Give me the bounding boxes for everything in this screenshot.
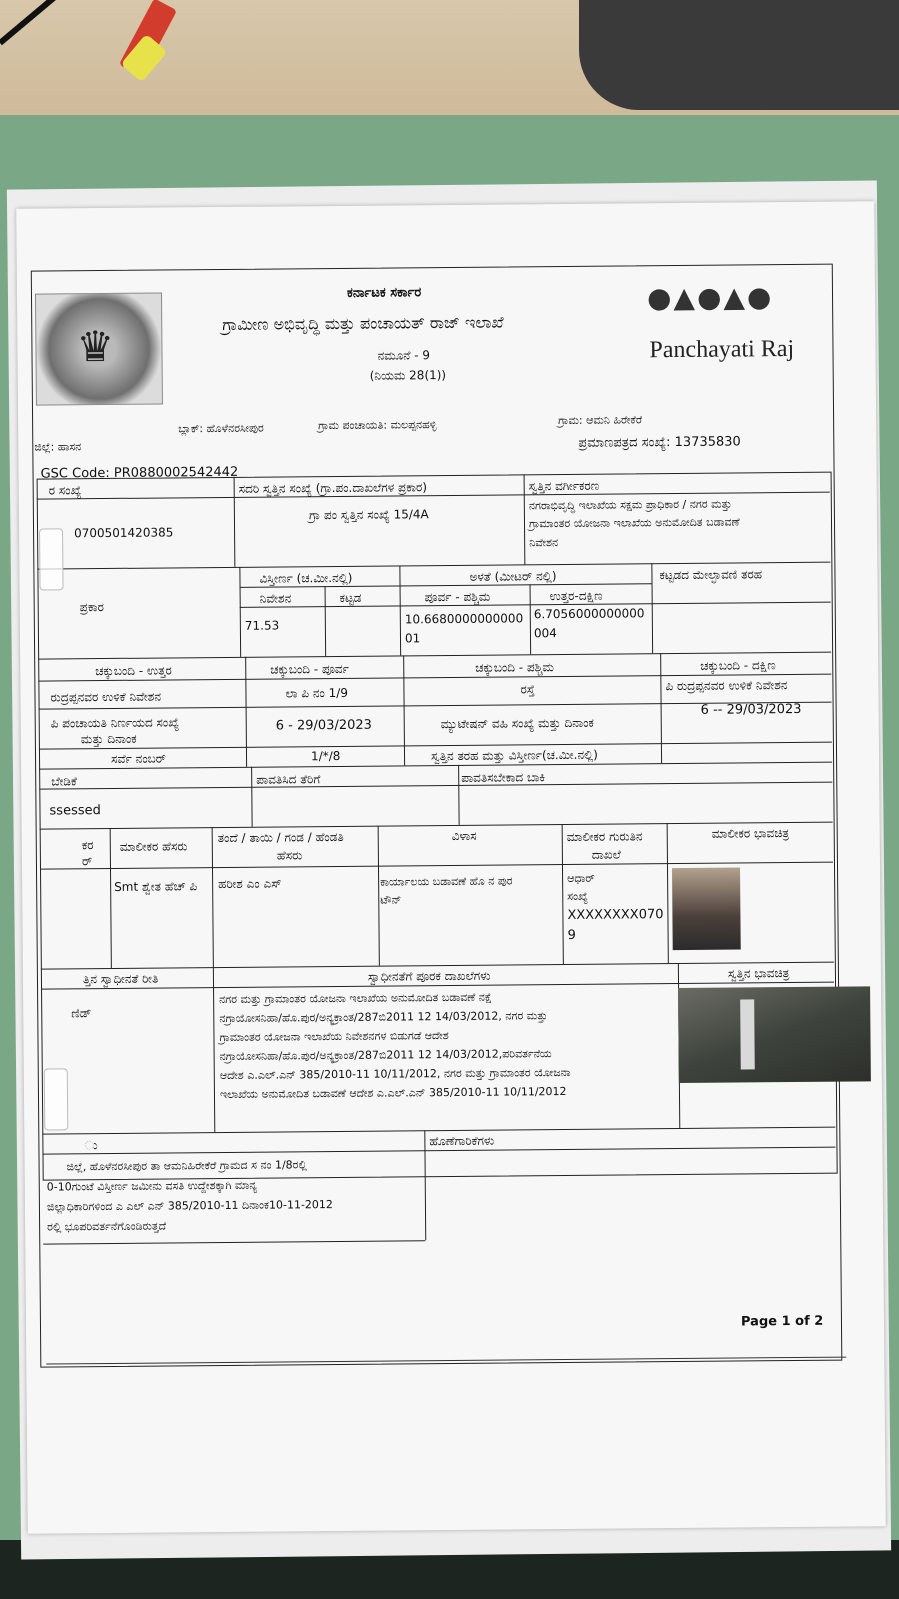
possession-doc-line-2: ನಗ್ರಾಯೋಸನಿಹಾ/ಹೊ.ಪುರ/ಅನ್ಯಕ್ರಾಂತ/287ಬಿ2011 12 14/03/2012, ನಗರ ಮತ್ತು — [219, 1009, 548, 1026]
boundary-south-header: ಚಕ್ಕುಬಂದಿ - ದಕ್ಷಿಣ — [700, 658, 776, 673]
gsc-code: GSC Code: PR0880002542442 — [40, 464, 239, 482]
owner-name-header: ಮಾಲೀಕರ ಹೆಸರು — [119, 839, 188, 854]
resolution-value: 6 - 29/03/2023 — [275, 717, 372, 734]
address-header: ವಿಳಾಸ — [451, 828, 477, 843]
survey-value: 1/*/8 — [310, 748, 341, 764]
mutation-header: ಮ್ಯುಟೇಷನ್ ವಹಿ ಸಂಖ್ಯೆ ಮತ್ತು ದಿನಾಂಕ — [440, 715, 594, 732]
id-number-1: XXXXXXXX070 — [567, 907, 664, 923]
possession-mode-value: ಣಿಡ್ — [71, 1006, 92, 1021]
boundary-south-value: ಪಿ ರುದ್ರಪ್ಪನವರ ಉಳಿಕೆ ನಿವೇಶನ — [665, 678, 788, 694]
possession-doc-line-3: ಗ್ರಾಮಾಂತರ ಯೋಜನಾ ಇಲಾಖೆಯ ನಿವೇಶನಗಳ ಬಿಡುಗಡೆ ಆದೇಶ — [219, 1029, 449, 1045]
building-header: ಕಟ್ಟಡ — [339, 590, 362, 605]
north-south-value-2: 004 — [533, 626, 557, 641]
north-south-header: ಉತ್ತರ-ದಕ್ಷಿಣ — [549, 588, 603, 604]
boundary-east-header: ಚಕ್ಕುಬಂದಿ - ಪೂರ್ವ — [270, 661, 349, 677]
property-type-header: ಸ್ವತ್ತಿನ ತರಹ ಮತ್ತು ವಿಸ್ತೀರ್ಣ(ಚ.ಮೀ.ನಲ್ಲಿ) — [430, 747, 598, 764]
asset-number-header: ಸದರಿ ಸ್ವತ್ತಿನ ಸಂಖ್ಯೆ (ಗ್ರಾ.ಪಂ.ದಾಖಲೆಗಳ ಪ್ರಕಾರ) — [238, 480, 428, 496]
type-header: ಪ್ರಕಾರ — [79, 600, 104, 615]
remarks-line-4: ರಲ್ಲಿ ಭೂಪರಿವರ್ತನೆಗೊಂಡಿರುತ್ತದೆ — [47, 1219, 167, 1234]
id-number-2: 9 — [567, 927, 576, 943]
site-header: ನಿವೇಶನ — [259, 591, 292, 606]
property-photo — [678, 986, 871, 1083]
boundary-north-header: ಚಕ್ಕುಬಂದಿ - ಉತ್ತರ — [95, 663, 172, 679]
form-number: ನಮೂನೆ - 9 — [377, 348, 431, 363]
gp-label: ಗ್ರಾಮ ಪಂಚಾಯತಿ: ಮಲಪ್ಪನಹಳ್ಳಿ — [318, 418, 437, 433]
id-type-1: ಆಧಾರ್ — [567, 871, 595, 885]
page-number: Page 1 of 2 — [740, 1313, 824, 1330]
possession-mode-header: ತ್ತಿನ ಸ್ವಾಧೀನತೆ ರೀತಿ — [82, 971, 159, 987]
dark-object — [579, 0, 899, 110]
id-type-2: ಸಂಖ್ಯೆ — [567, 889, 589, 903]
mutation-value: 6 -- 29/03/2023 — [700, 701, 802, 718]
block-label: ಬ್ಲಾಕ್: ಹೊಳೆನರಸೀಪುರ — [178, 421, 264, 436]
east-west-header: ಪೂರ್ವ - ಪಶ್ಚಿಮ — [424, 589, 491, 605]
possession-docs-header: ಸ್ವಾಧೀನತೆಗೆ ಪೂರಕ ದಾಖಲೆಗಳು — [367, 968, 491, 984]
classification-value-1: ನಗರಾಭಿವೃದ್ಧಿ ಇಲಾಖೆಯ ಸಕ್ಷಮ ಪ್ರಾಧಿಕಾರ / ನಗರ ಮತ್ತು — [528, 497, 732, 513]
classification-header: ಸ್ವತ್ತಿನ ವರ್ಗೀಕರಣ — [528, 478, 600, 494]
liabilities-header: ಹೊಣೆಗಾರಿಕೆಗಳು — [429, 1133, 495, 1149]
dept-title: ಗ್ರಾಮೀಣ ಅಭಿವೃದ್ಧಿ ಮತ್ತು ಪಂಚಾಯತ್ ರಾಜ್ ಇಲಾಖೆ — [222, 312, 504, 334]
remarks-header: ು — [84, 1138, 98, 1153]
gov-title: ಕರ್ನಾಟಕ ಸರ್ಕಾರ — [346, 285, 422, 301]
id-doc-header-1: ಮಾಲೀಕರ ಗುರುತಿನ — [566, 829, 643, 844]
binder-strip — [44, 1068, 69, 1130]
relation-name-value: ಹರೀಶ ಎಂ ಎಸ್ — [218, 876, 282, 892]
id-value: 0700501420385 — [74, 525, 174, 541]
address-value-2: ಟೌನ್ — [380, 893, 402, 907]
remarks-line-2: 0-10ಗುಂಟೆ ವಿಸ್ತೀರ್ಣ ಜಮೀನು ವಸತಿ ಉದ್ದೇಶಕ್ಕಾಗಿ ಮಾನ್ಯ — [46, 1178, 258, 1194]
boundary-north-value: ರುದ್ರಪ್ಪನವರ ಉಳಿಕೆ ನಿವೇಶನ — [50, 689, 162, 705]
assessed-status: ssessed — [49, 803, 101, 819]
resolution-header-2: ಮತ್ತು ದಿನಾಂಕ — [80, 731, 137, 747]
brand-name: Panchayati Raj — [649, 335, 795, 364]
boundary-east-value: ಲಾ ಪಿ ನಂ 1/9 — [285, 685, 348, 701]
possession-doc-line-1: ನಗರ ಮತ್ತು ಗ್ರಾಮಾಂತರ ಯೋಜನಾ ಇಲಾಖೆಯ ಅನುಮೋದಿತ ಬಡಾವಣೆ ನಕ್ಷೆ — [219, 990, 493, 1007]
possession-doc-line-6: ಇಲಾಖೆಯ ಅನುಮೋದಿತ ಬಡಾವಣೆ ಆದೇಶ ಎ.ಎಲ್.ಎನ್ 385/2010-11 10/11/2012 — [219, 1085, 567, 1102]
resolution-header-1: ಪಿ ಪಂಚಾಯತಿ ನಿರ್ಣಯದ ಸಂಖ್ಯೆ — [50, 715, 180, 731]
village-label: ಗ್ರಾಮ: ಆಮನಿ ಹಿರೇಕೆರೆ — [558, 413, 643, 428]
survey-header: ಸರ್ವೆ ನಂಬರ್ — [110, 751, 167, 766]
due-header: ಪಾವತಿಸಬೇಕಾದ ಬಾಕಿ — [461, 770, 546, 785]
owner-photo — [672, 867, 741, 950]
area-header: ವಿಸ್ತೀರ್ಣ (ಚ.ಮೀ.ನಲ್ಲಿ) — [259, 570, 353, 586]
panchayati-raj-logo — [647, 280, 783, 341]
document-page — [16, 201, 886, 1533]
people-icon: ●▲●▲● — [646, 280, 774, 315]
id-doc-header-2: ದಾಖಲೆ — [591, 847, 621, 862]
cert-number: ಪ್ರಮಾಣಪತ್ರದ ಸಂಖ್ಯೆ: 13735830 — [578, 434, 741, 451]
classification-value-3: ನಿವೇಶನ — [529, 536, 559, 550]
boundary-west-value: ರಸ್ತೆ — [520, 682, 535, 697]
demand-header: ಬೇಡಿಕೆ — [51, 774, 77, 789]
asset-number-value: ಗ್ರಾ ಪಂ ಸ್ವತ್ತಿನ ಸಂಖ್ಯೆ 15/4A — [308, 507, 429, 523]
roof-header: ಕಟ್ಟಡದ ಮೇಲ್ಛಾವಣಿ ತರಹ — [659, 567, 763, 583]
remarks-line-3: ಜಿಲ್ಲಾಧಿಕಾರಿಗಳಿಂದ ಎ ಎಲ್ ಎನ್ 385/2010-11 ದಿನಾಂಕ10-11-2012 — [46, 1198, 333, 1214]
property-photo-header: ಸ್ವತ್ತಿನ ಭಾವಚಿತ್ರ — [727, 966, 790, 981]
binder-strip — [39, 528, 64, 590]
east-west-value-1: 10.6680000000000 — [404, 611, 524, 627]
serial-header-1: ಕರ — [81, 838, 94, 853]
possession-doc-line-4: ನಗ್ರಾಯೋಸನಿಹಾ/ಹೊ.ಪುರ/ಅನ್ಯಕ್ರಾಂತ/287ಬಿ2011 12 14/03/2012,ಪರಿವರ್ತನೆಯ — [219, 1047, 552, 1064]
possession-doc-line-5: ಆದೇಶ ಎ.ಎಲ್.ಎನ್ 385/2010-11 10/11/2012, ನಗರ ಮತ್ತು ಗ್ರಾಮಾಂತರ ಯೋಜನಾ — [219, 1065, 571, 1083]
id-header: ರ ಸಂಖ್ಯೆ — [48, 483, 82, 498]
district-label: ಜಿಲ್ಲೆ: ಹಾಸನ — [34, 440, 82, 454]
site-area-value: 71.53 — [244, 618, 280, 633]
rule-number: (ನಿಯಮ 28(1)) — [369, 368, 447, 383]
address-value-1: ಕಾರ್ಯಾಲಯ ಬಡಾವಣೆ ಹೊ ನ ಪುರ — [380, 874, 513, 889]
relation-header-2: ಹೆಸರು — [276, 848, 303, 863]
north-south-value-1: 6.7056000000000 — [533, 606, 645, 622]
classification-value-2: ಗ್ರಾಮಾಂತರ ಯೋಜನಾ ಇಲಾಖೆಯ ಅನುಮೋದಿತ ಬಡಾವಣೆ — [528, 515, 740, 531]
karnataka-emblem-logo: ♛ — [35, 293, 163, 406]
owner-photo-header: ಮಾಲೀಕರ ಭಾವಚಿತ್ರ — [711, 826, 790, 841]
paid-tax-header: ಪಾವತಿಸಿದ ತೆರಿಗೆ — [256, 772, 321, 787]
remarks-line-1: ಜಿಲ್ಲೆ, ಹೊಳೆನರಸೀಪುರ ತಾ ಆಮನಿಹಿರೇಕೆರೆ ಗ್ರಾಮದ ಸ ನಂ 1/8ರಲ್ಲಿ — [66, 1158, 307, 1174]
owner-name-value: Smt ಶ್ವೇತ ಹೆಚ್ ಪಿ — [114, 879, 198, 894]
dimensions-header: ಅಳತೆ (ಮೀಟರ್ ನಲ್ಲಿ) — [469, 569, 557, 584]
boundary-west-header: ಚಕ್ಕುಬಂದಿ - ಪಶ್ಚಿಮ — [475, 660, 554, 675]
east-west-value-2: 01 — [404, 631, 421, 646]
relation-header-1: ತಂದೆ / ತಾಯಿ / ಗಂಡ / ಹೆಂಡತಿ — [217, 829, 344, 846]
serial-header-2: ರ್ — [81, 854, 93, 869]
